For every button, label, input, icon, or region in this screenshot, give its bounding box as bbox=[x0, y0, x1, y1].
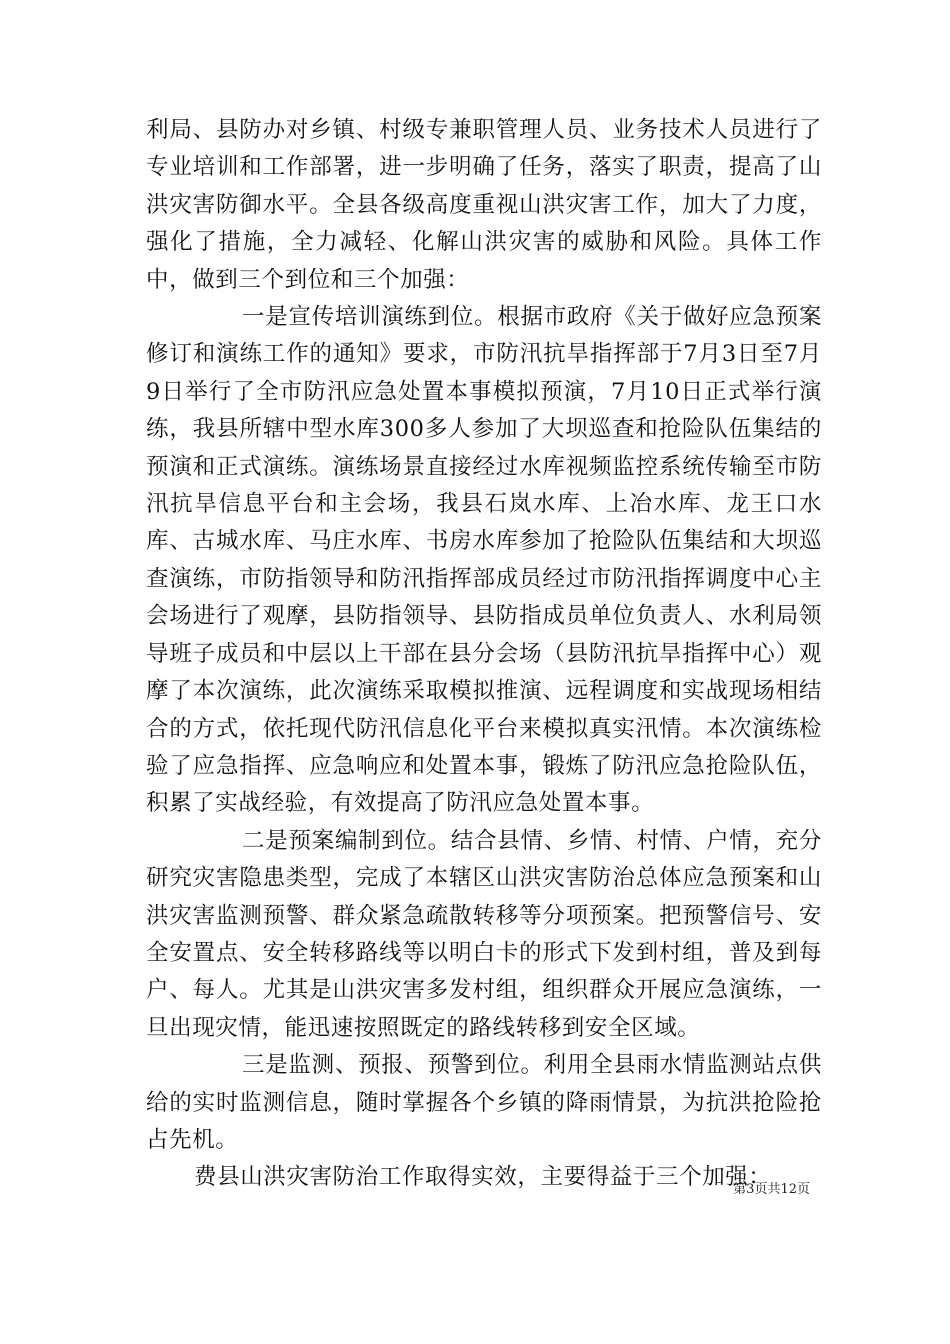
document-body bbox=[146, 112, 822, 1197]
paragraph-plan-compilation: 二是预案编制到位。结合县情、乡情、村情、户情，充分研究灾害隐患类型，完成了本辖区山洪灾害防治总体应急预案和山洪灾害监测预警、群众紧急疏散转移等分项预案。把预警信号、安全安置点、安全转移路线等以明白卡的形式下发到村组，普及到每户、每人。尤其是山洪灾害多发村组，组织群众开展应急演练，一旦出现灾情，能迅速按照既定的路线转移到安全区域。 bbox=[146, 827, 822, 1041]
paragraph-continuation: 利局、县防办对乡镇、村级专兼职管理人员、业务技术人员进行了专业培训和工作部署，进一步明确了任务，落实了职责，提高了山洪灾害防御水平。全县各级高度重视山洪灾害工作，加大了力度，强化了措施，全力减轻、化解山洪灾害的威胁和风险。具体工作中，做到三个到位和三个加强： bbox=[146, 117, 822, 293]
paragraph-monitoring-warning: 三是监测、预报、预警到位。利用全县雨水情监测站点供给的实时监测信息，随时掌握各个乡镇的降雨情景，为抗洪抢险抢占先机。 bbox=[146, 1052, 822, 1153]
page-number-footer: 第3页共12页 bbox=[733, 1182, 810, 1197]
paragraph-three-strengthenings: 费县山洪灾害防治工作取得实效，主要得益于三个加强： bbox=[194, 1164, 772, 1191]
paragraph-publicity-training: 一是宣传培训演练到位。根据市政府《关于做好应急预案修订和演练工作的通知》要求，市防汛抗旱指挥部于7月3日至7月9日举行了全市防汛应急处置本事模拟预演，7月10日正式举行演练，我县所辖中型水库300多人参加了大坝巡查和抢险队伍集结的预演和正式演练。演练场景直接经过水库视频监控系统传输至市防汛抗旱信息平台和主会场，我县石岚水库、上冶水库、龙王口水库、古城水库、马庄水库、书房水库参加了抢险队伍集结和大坝巡查演练，市防指领导和防汛指挥部成员经过市防汛指挥调度中心主会场进行了观摩，县防指领导、县防指成员单位负责人、水利局领导班子成员和中层以上干部在县分会场（县防汛抗旱指挥中心）观摩了本次演练，此次演练采取模拟推演、远程调度和实战现场相结合的方式，依托现代防汛信息化平台来模拟真实汛情。本次演练检验了应急指挥、应急响应和处置本事，锻炼了防汛应急抢险队伍，积累了实战经验，有效提高了防汛应急处置本事。 bbox=[146, 304, 822, 817]
